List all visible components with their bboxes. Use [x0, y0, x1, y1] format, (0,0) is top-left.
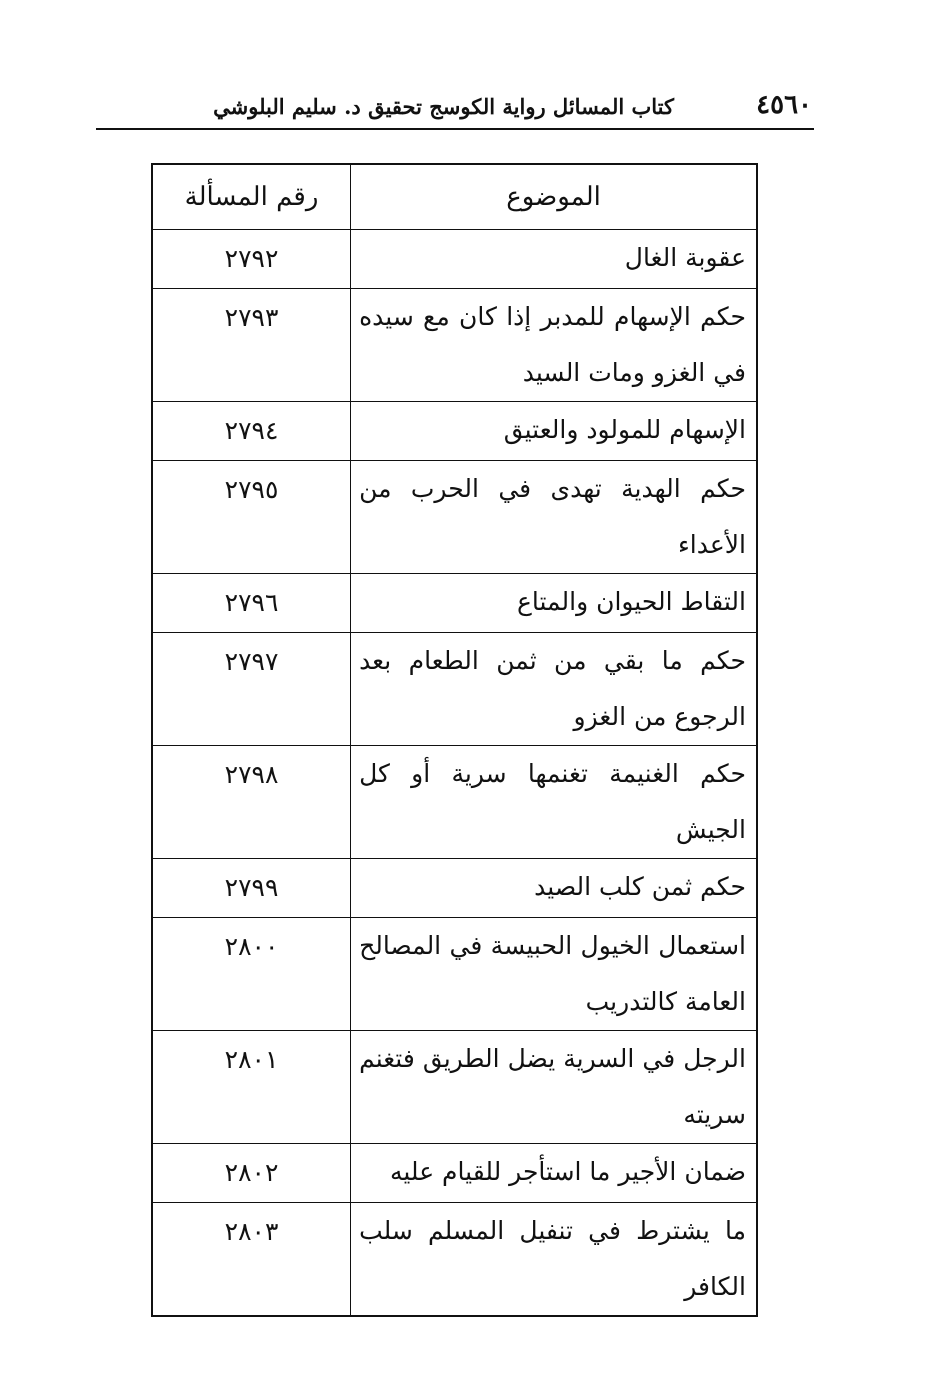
topic-cell: حكم الإسهام للمدبر إذا كان مع سيده في الغزو ومات السيد — [351, 289, 757, 402]
topic-cell: الإسهام للمولود والعتيق — [351, 402, 757, 461]
issue-number-cell: ٢٨٠٠ — [152, 918, 351, 1031]
table-row — [152, 230, 757, 289]
topic-cell: الرجل في السرية يضل الطريق فتغنم سريته — [351, 1031, 757, 1144]
table-row — [152, 289, 757, 402]
topic-cell: عقوبة الغال — [351, 230, 757, 289]
issue-number-cell: ٢٨٠٢ — [152, 1144, 351, 1203]
issue-number-cell: ٢٨٠١ — [152, 1031, 351, 1144]
issue-number-cell: ٢٧٩٦ — [152, 574, 351, 633]
issue-number-cell: ٢٧٩٩ — [152, 859, 351, 918]
issue-number-cell: ٢٧٩٧ — [152, 633, 351, 746]
issue-number-cell: ٢٨٠٣ — [152, 1203, 351, 1317]
topic-cell: حكم ثمن كلب الصيد — [351, 859, 757, 918]
table-row — [152, 1203, 757, 1317]
table-row — [152, 402, 757, 461]
topics-table-wrapper — [151, 163, 758, 1317]
topic-cell: حكم الغنيمة تغنمها سرية أو كل الجيش — [351, 746, 757, 859]
topic-cell: ضمان الأجير ما استأجر للقيام عليه — [351, 1144, 757, 1203]
topic-cell: ما يشترط في تنفيل المسلم سلب الكافر — [351, 1203, 757, 1317]
issue-number-cell: ٢٧٩٤ — [152, 402, 351, 461]
table-row — [152, 918, 757, 1031]
issue-number-cell: ٢٧٩٣ — [152, 289, 351, 402]
issue-number-cell: ٢٧٩٥ — [152, 461, 351, 574]
topic-cell: حكم ما بقي من ثمن الطعام بعد الرجوع من الغزو — [351, 633, 757, 746]
page-header — [96, 88, 814, 130]
table-row — [152, 461, 757, 574]
issue-number-cell: ٢٧٩٢ — [152, 230, 351, 289]
table-row — [152, 746, 757, 859]
table-row — [152, 574, 757, 633]
column-header-number: رقم المسألة — [152, 164, 351, 230]
table-header-row — [152, 164, 757, 230]
topics-table — [151, 163, 758, 1317]
table-row — [152, 1144, 757, 1203]
table-row — [152, 1031, 757, 1144]
page-number: ٤٥٦٠ — [756, 90, 812, 120]
topic-cell: حكم الهدية تهدى في الحرب من الأعداء — [351, 461, 757, 574]
issue-number-cell: ٢٧٩٨ — [152, 746, 351, 859]
running-title: كتاب المسائل رواية الكوسج تحقيق د. سليم البلوشي — [213, 94, 674, 119]
column-header-topic: الموضوع — [351, 164, 757, 230]
topic-cell: التقاط الحيوان والمتاع — [351, 574, 757, 633]
table-row — [152, 859, 757, 918]
topic-cell: استعمال الخيول الحبيسة في المصالح العامة كالتدريب — [351, 918, 757, 1031]
table-row — [152, 633, 757, 746]
